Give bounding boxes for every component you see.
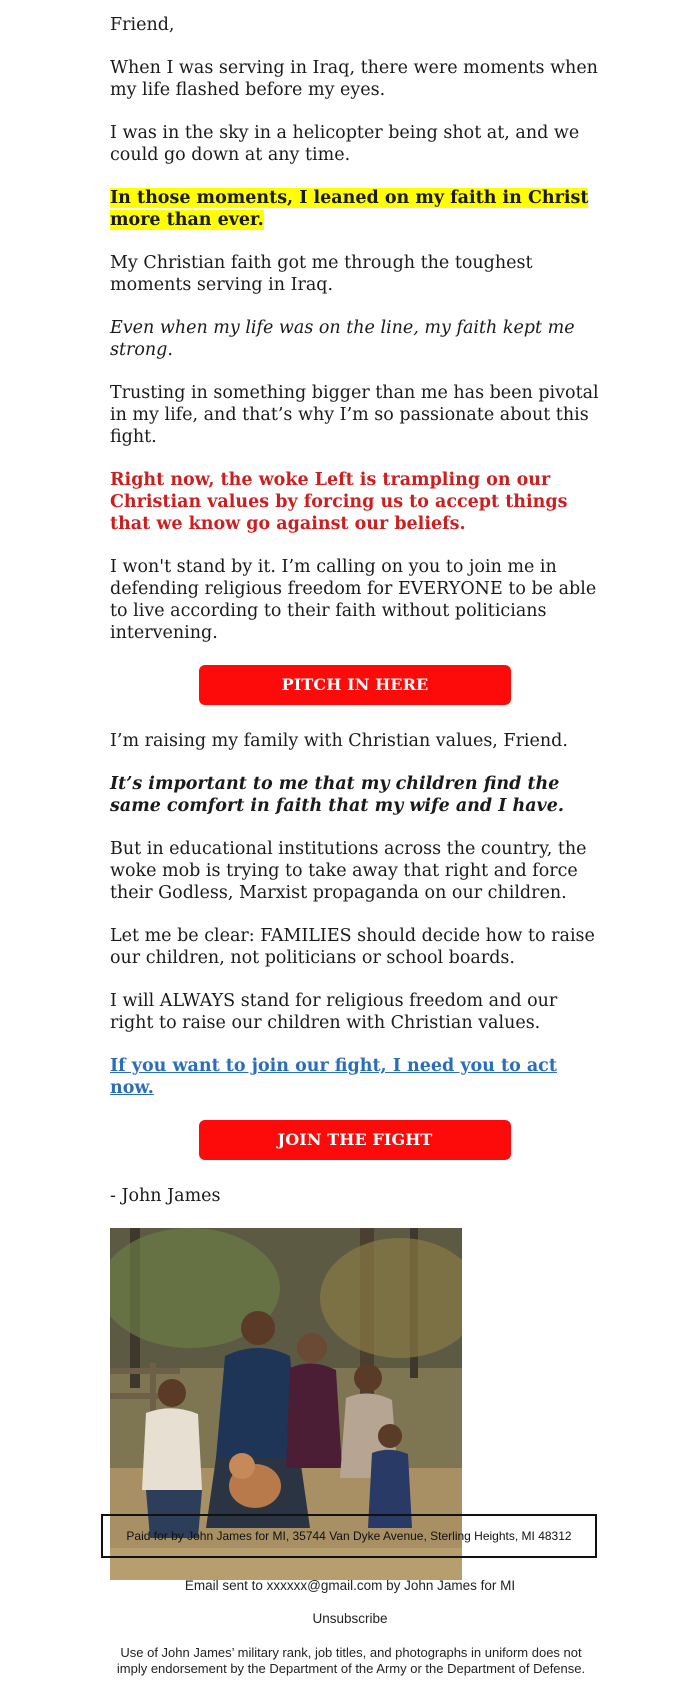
paragraph-life-on-line bbox=[110, 317, 600, 361]
paragraph-families-decide: Let me be clear: FAMILIES should decide how to raise our children, not politicians or school boards. bbox=[110, 926, 595, 968]
pitch-in-button-wrap bbox=[110, 665, 600, 705]
join-fight-button-wrap bbox=[110, 1120, 600, 1160]
email-sent-notice: Email sent to xxxxxx@gmail.com by John James for MI bbox=[184, 1578, 516, 1593]
paragraph-children-faith: It’s important to me that my children find the same comfort in faith that my wife and I have. bbox=[110, 774, 564, 816]
paragraph-iraq: When I was serving in Iraq, there were moments when my life flashed before my eyes. bbox=[110, 58, 598, 100]
paragraph-helicopter: I was in the sky in a helicopter being shot at, and we could go down at any time. bbox=[110, 123, 580, 165]
paragraph-christian-faith: My Christian faith got me through the toughest moments serving in Iraq. bbox=[110, 253, 533, 295]
paragraph-always-stand: I will ALWAYS stand for religious freedom and our right to raise our children with Christian values. bbox=[110, 991, 558, 1033]
paragraph-faith-highlight bbox=[110, 187, 600, 231]
join-fight-button[interactable]: JOIN THE FIGHT bbox=[199, 1120, 511, 1160]
paid-for-box: Paid for by John James for MI, 35744 Van Dyke Avenue, Sterling Heights, MI 48312 bbox=[101, 1514, 597, 1558]
military-disclaimer: Use of John James’ military rank, job titles, and photographs in uniform does not imply endorsement by the Department of the Army or the Department of Defense. bbox=[116, 1645, 586, 1676]
paragraph-religious-freedom: I won't stand by it. I’m calling on you to join me in defending religious freedom for EVERYONE to be able to live according to their faith without politicians intervening. bbox=[110, 557, 597, 643]
email-body bbox=[110, 0, 600, 1580]
paragraph-educational: But in educational institutions across the country, the woke mob is trying to take away that right and force their Godless, Marxist propaganda on our children. bbox=[110, 839, 587, 903]
greeting: Friend, bbox=[110, 15, 175, 35]
highlighted-text: In those moments, I leaned on my faith in Christ more than ever. bbox=[110, 188, 589, 230]
italic-text: Even when my life was on the line, my faith kept me strong bbox=[110, 318, 575, 360]
signature: - John James bbox=[110, 1186, 221, 1206]
join-fight-link[interactable]: If you want to join our fight, I need you to act now. bbox=[110, 1056, 557, 1098]
paragraph-call-to-action bbox=[110, 1055, 600, 1099]
paragraph-woke-left: Right now, the woke Left is trampling on our Christian values by forcing us to accept things that we know go against our beliefs. bbox=[110, 470, 568, 534]
pitch-in-button[interactable]: PITCH IN HERE bbox=[199, 665, 511, 705]
italic-period: . bbox=[167, 340, 173, 360]
unsubscribe-link[interactable]: Unsubscribe bbox=[312, 1611, 388, 1626]
paragraph-raising-family: I’m raising my family with Christian values, Friend. bbox=[110, 731, 568, 751]
paragraph-trusting: Trusting in something bigger than me has been pivotal in my life, and that’s why I’m so passionate about this fight. bbox=[110, 383, 599, 447]
